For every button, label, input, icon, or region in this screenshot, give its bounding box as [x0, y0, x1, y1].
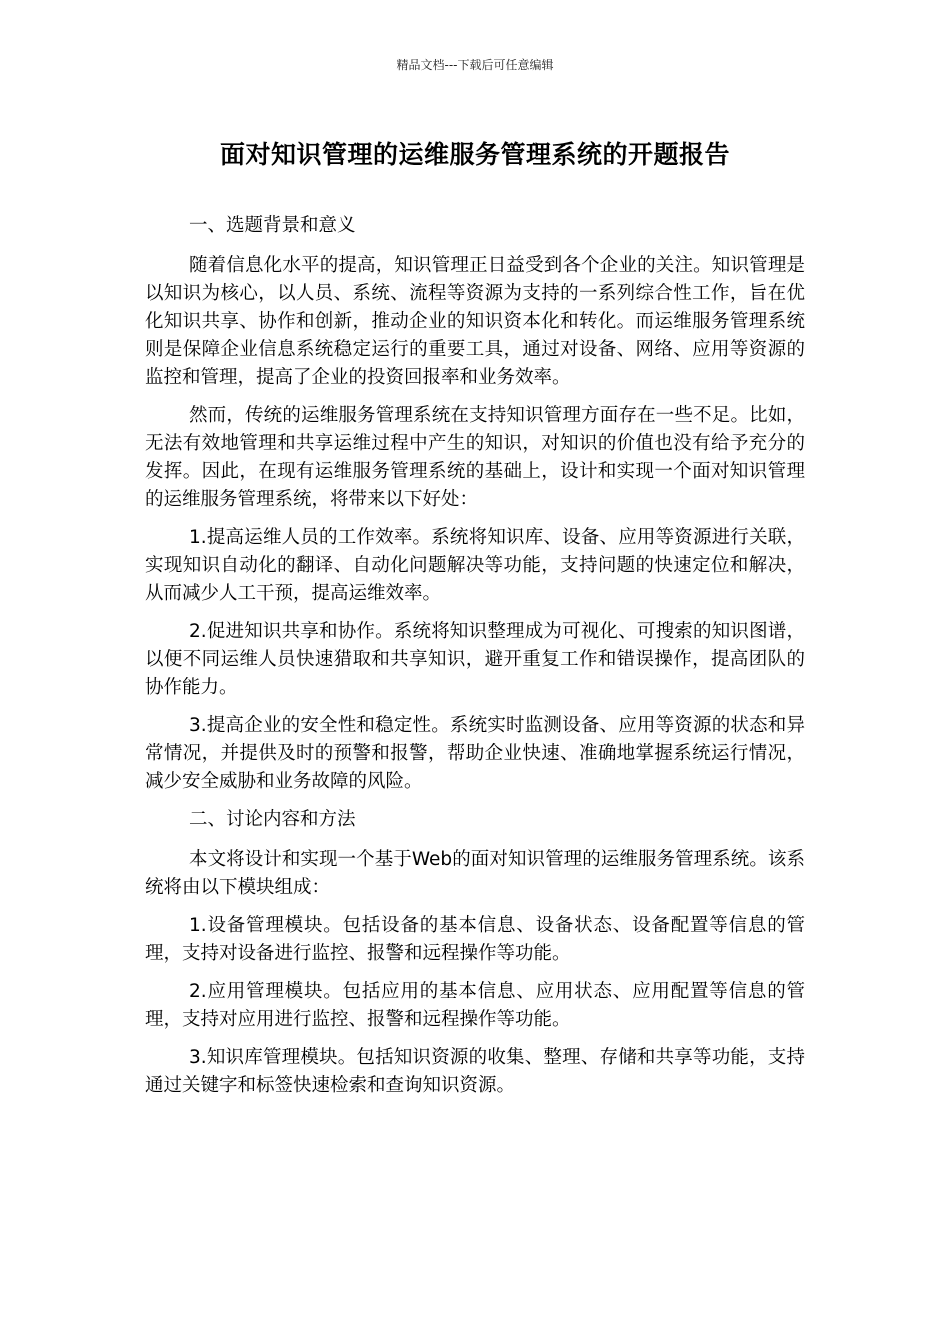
paragraph-system-intro: 本文将设计和实现一个基于Web的面对知识管理的运维服务管理系统。该系统将由以下模块组成： — [145, 849, 805, 898]
benefit-item-1: 1.提高运维人员的工作效率。系统将知识库、设备、应用等资源进行关联，实现知识自动化的翻译、自动化问题解决等功能，支持问题的快速定位和解决，从而减少人工干预，提高运维效率。 — [145, 527, 805, 604]
module-item-3: 3.知识库管理模块。包括知识资源的收集、整理、存储和共享等功能，支持通过关键字和标签快速检索和查询知识资源。 — [145, 1047, 805, 1096]
section-heading-content-method: 二、讨论内容和方法 — [189, 809, 356, 830]
paragraph-background-1: 随着信息化水平的提高，知识管理正日益受到各个企业的关注。知识管理是以知识为核心，以人员、系统、流程等资源为支持的一系列综合性工作，旨在优化知识共享、协作和创新，推动企业的知识资本化和转化。而运维服务管理系统则是保障企业信息系统稳定运行的重要工具，通过对设备、网络、应用等资源的监控和管理，提高了企业的投资回报率和业务效率。 — [145, 255, 805, 388]
paragraph-background-2: 然而，传统的运维服务管理系统在支持知识管理方面存在一些不足。比如，无法有效地管理和共享运维过程中产生的知识，对知识的价值也没有给予充分的发挥。因此，在现有运维服务管理系统的基础上，设计和实现一个面对知识管理的运维服务管理系统，将带来以下好处： — [145, 405, 805, 510]
module-item-2: 2.应用管理模块。包括应用的基本信息、应用状态、应用配置等信息的管理，支持对应用进行监控、报警和远程操作等功能。 — [145, 981, 805, 1030]
section-heading-background: 一、选题背景和意义 — [189, 215, 356, 236]
header-note: 精品文档---下载后可任意编辑 — [396, 58, 554, 72]
document-body — [145, 212, 805, 1110]
benefit-item-3: 3.提高企业的安全性和稳定性。系统实时监测设备、应用等资源的状态和异常情况，并提供及时的预警和报警，帮助企业快速、准确地掌握系统运行情况，减少安全威胁和业务故障的风险。 — [145, 715, 805, 792]
module-item-1: 1.设备管理模块。包括设备的基本信息、设备状态、设备配置等信息的管理，支持对设备进行监控、报警和远程操作等功能。 — [145, 915, 805, 964]
document-title: 面对知识管理的运维服务管理系统的开题报告 — [219, 140, 730, 169]
benefit-item-2: 2.促进知识共享和协作。系统将知识整理成为可视化、可搜索的知识图谱，以便不同运维人员快速猎取和共享知识，避开重复工作和错误操作，提高团队的协作能力。 — [145, 621, 805, 698]
